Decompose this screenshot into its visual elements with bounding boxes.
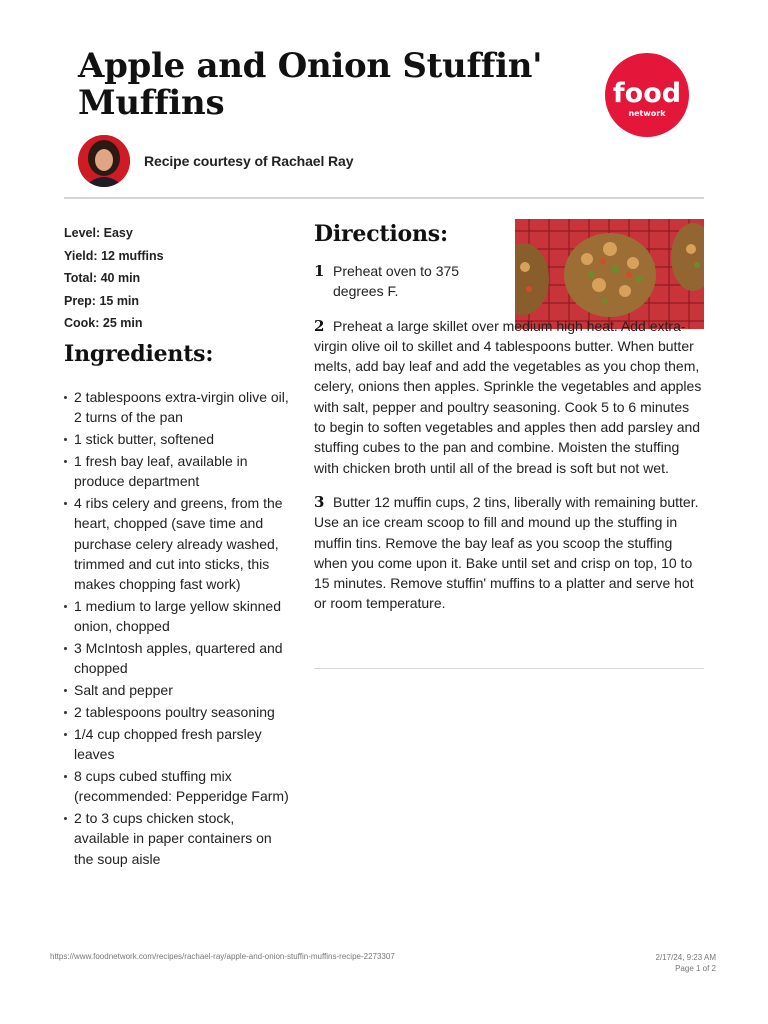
step-text: Butter 12 muffin cups, 2 tins, liberally with remaining butter. Use an ice cream scoop to fill and mound up the stuffing in muffin tins. Remove the bay leaf as you scoop the stuffing when you come upon it. Bake until set and crisp on top, 10 to 15 minutes. Remove stuffin' muffins to a platter and serve hot or room temperature. (314, 493, 699, 612)
ingredient-item: 1 stick butter, softened (64, 429, 290, 449)
directions-list (314, 261, 704, 626)
ingredient-item: 2 tablespoons extra-virgin olive oil, 2 turns of the pan (64, 387, 290, 428)
source-url: https://www.foodnetwork.com/recipes/rachael-ray/apple-and-onion-stuffin-muffins-recipe-2273307 (50, 952, 395, 961)
direction-step (314, 492, 704, 614)
meta-cook: Cook: 25 min (64, 316, 143, 330)
step-number: 1 (314, 262, 325, 280)
ingredient-item: 8 cups cubed stuffing mix (recommended: Pepperidge Farm) (64, 766, 290, 807)
direction-step (314, 316, 704, 478)
print-datetime: 2/17/24, 9:23 AM (655, 953, 716, 962)
step-number: 2 (314, 316, 325, 335)
page-number: Page 1 of 2 (675, 964, 716, 973)
svg-text:network: network (628, 109, 666, 118)
ingredients-list (64, 387, 290, 870)
step-text: Preheat oven to 375 degrees F. (333, 263, 460, 300)
ingredient-item: 1 fresh bay leaf, available in produce department (64, 451, 290, 492)
print-info (656, 952, 717, 974)
directions-divider (314, 668, 704, 669)
ingredient-item: Salt and pepper (64, 680, 290, 700)
meta-level: Level: Easy (64, 226, 133, 240)
author-credit: Recipe courtesy of Rachael Ray (144, 153, 354, 169)
ingredient-item: 1/4 cup chopped fresh parsley leaves (64, 724, 290, 765)
food-network-logo (604, 52, 690, 138)
recipe-title: Apple and Onion Stuffin' Muffins (78, 46, 543, 123)
meta-total: Total: 40 min (64, 271, 141, 285)
recipe-meta (64, 222, 164, 335)
ingredients-heading: Ingredients: (64, 341, 214, 367)
author-avatar (78, 135, 130, 187)
directions-heading: Directions: (314, 221, 448, 247)
step-text: Preheat a large skillet over medium high heat. Add extra-virgin olive oil to skillet and 4 tablespoons butter. When butter melts, add bay leaf and add the vegetables as you chop them, celery, onions then apples. Sprinkle the vegetables and apples with salt, pepper and poultry seasoning. Cook 5 to 6 minutes to begin to soften vegetables and apples then add parsley and stuffing cubes to the pan and combine. Moisten the stuffing with chicken broth until all of the bread is soft but not wet. (314, 317, 702, 476)
ingredient-item: 2 tablespoons poultry seasoning (64, 702, 290, 722)
author-byline (78, 134, 353, 188)
svg-text:food: food (612, 78, 682, 109)
ingredient-item: 2 to 3 cups chicken stock, available in paper containers on the soup aisle (64, 808, 290, 869)
meta-yield: Yield: 12 muffins (64, 248, 164, 263)
ingredient-item: 4 ribs celery and greens, from the heart, chopped (save time and purchase celery already washed, trimmed and cut into sticks, this makes chopping fast work) (64, 493, 290, 594)
ingredient-item: 3 McIntosh apples, quartered and chopped (64, 638, 290, 679)
ingredient-item: 1 medium to large yellow skinned onion, chopped (64, 596, 290, 637)
header-divider (64, 197, 704, 199)
meta-prep: Prep: 15 min (64, 293, 140, 308)
step-number: 3 (314, 492, 325, 511)
direction-step (314, 261, 704, 302)
